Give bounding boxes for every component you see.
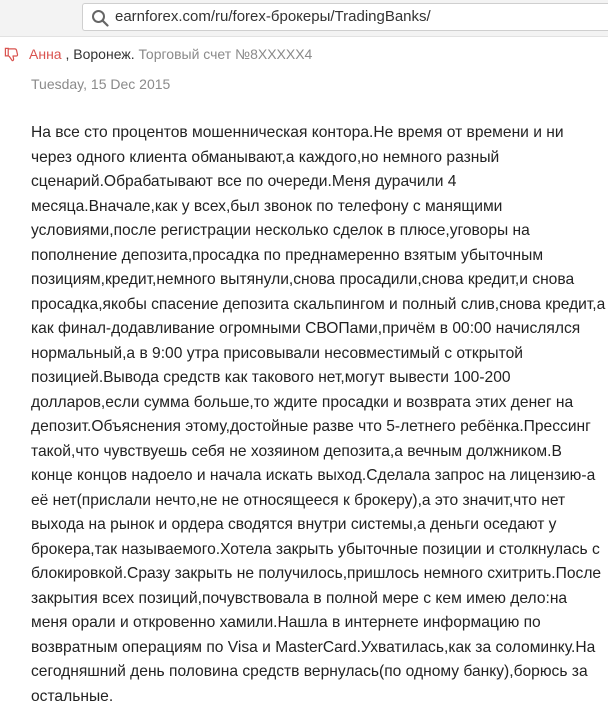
browser-toolbar: [0, 0, 608, 37]
account-number: Торговый счет №8XXXXX4: [134, 46, 313, 62]
comment-body: На все сто процентов мошенническая контора.Не время от времени и ни через одного клиента обманывают,а каждого,но немного разный сценарий.Обрабатывают все по очереди.Меня дурачили 4 месяца.Вначале,как у всех,был звонок по телефону с манящими условиями,после регистрации несколько сделок в плюсе,уговоры на пополнение депозита,просадка по преднамеренно взятым убыточным позициям,кредит,немного вытянули,снова просадили,снова кредит,и снова просадка,якобы спасение депозита скальпингом и полный слив,снова кредит,а как финал-додавливание огромными СВОПами,причём в 00:00 начислялся нормальный,а в 9:00 утра присовывали несовместимый с открытой позицией.Вывода средств как такового нет,могут вывести 100-200 долларов,если сумма больше,то ждите просадки и возврата этих денег на депозит.Объяснения этому,достойные разве что 5-летнего ребёнка.Прессинг такой,что чувствуешь себя не хозяином депозита,а вечным должником.В конце концов надоело и начала искать выход.Сделала запрос на лицензию-а её нет(прислали нечто,не не относящееся к брокеру),а это значит,что нет выхода на рынок и ордера сводятся внутри системы,а деньги оседают у брокера,так называемого.Хотела закрыть убыточные позиции и столкнулась с блокировкой.Сразу закрыть не получилось,пришлось немного схитрить.После закрытия всех позиций,почувствовала в полной мере с кем имею дело:на меня орали и откровенно хамили.Нашла в интернете информацию по возвратным операциям по Visa и MasterCard.Ухватилась,как за соломинку.На сегодняшний день половина средств вернулась(по одному банку),борюсь за остальные.: [31, 124, 606, 705]
search-icon: [91, 9, 109, 27]
author-city: Воронеж.: [73, 46, 135, 62]
url-text[interactable]: earnforex.com/ru/forex-брокеры/TradingBanks/: [115, 8, 431, 25]
comment-author-line: [29, 44, 312, 64]
author-name[interactable]: Анна: [29, 46, 62, 62]
comment-header: [0, 44, 608, 66]
comment-date: Tuesday, 15 Dec 2015: [31, 76, 171, 92]
address-bar[interactable]: [82, 3, 608, 31]
thumbs-down-icon[interactable]: [4, 47, 19, 62]
author-separator: ,: [61, 46, 74, 62]
